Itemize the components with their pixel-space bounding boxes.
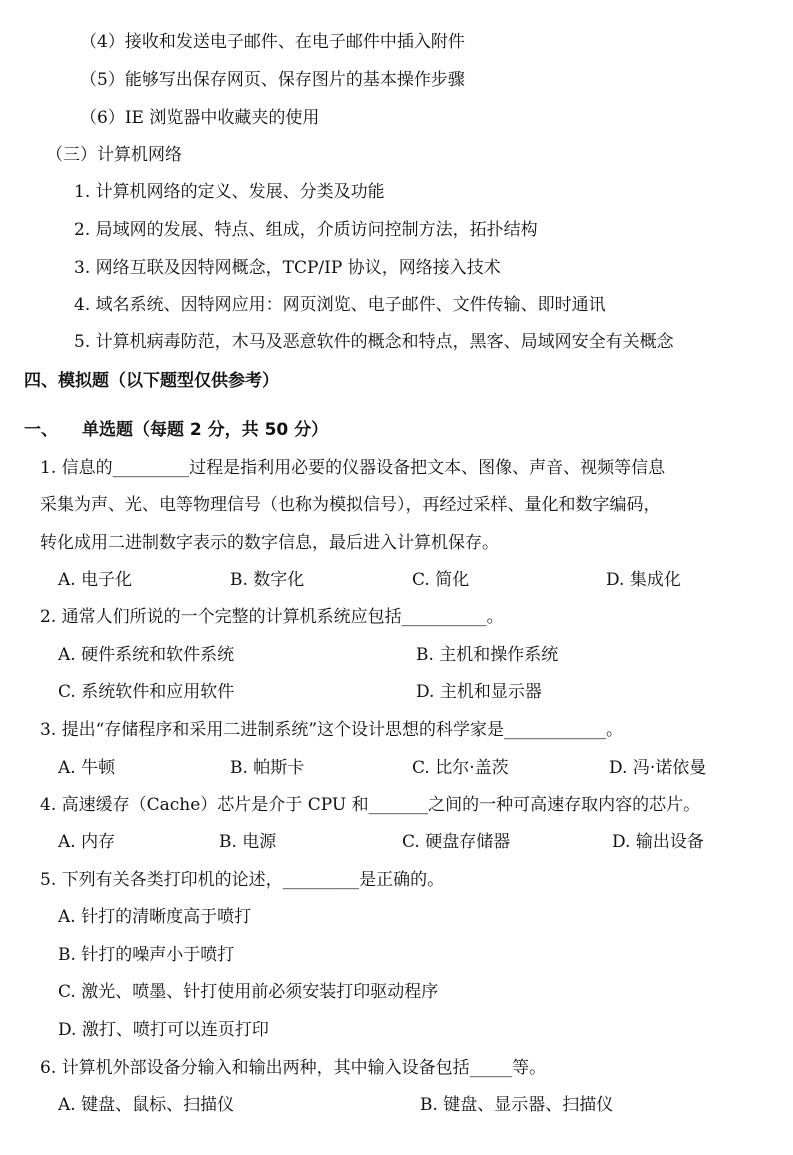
- q5-option-c: C. 激光、喷墨、针打使用前必须安装打印驱动程序: [58, 982, 439, 1002]
- network-item-4: 4. 域名系统、因特网应用：网页浏览、电子邮件、文件传输、即时通讯: [74, 295, 606, 315]
- mock-exam-title: 四、模拟题（以下题型仅供参考）: [24, 371, 279, 391]
- q1-option-d: D. 集成化: [606, 570, 681, 590]
- q6-option-a: A. 键盘、鼠标、扫描仪: [58, 1095, 235, 1115]
- q1-stem-line1: 1. 信息的_________过程是指利用必要的仪器设备把文本、图像、声音、视频等信息: [40, 458, 666, 478]
- q5-stem: 5. 下列有关各类打印机的论述，_________是正确的。: [40, 870, 445, 890]
- part1-number: 一、: [24, 420, 58, 440]
- syllabus-item-6: （6）IE 浏览器中收藏夹的使用: [80, 108, 320, 128]
- network-item-1: 1. 计算机网络的定义、发展、分类及功能: [74, 182, 385, 202]
- q3-option-a: A. 牛顿: [58, 758, 116, 778]
- q4-stem: 4. 高速缓存（Cache）芯片是介于 CPU 和_______之间的一种可高速存取内容的芯片。: [40, 795, 701, 815]
- q2-option-c: C. 系统软件和应用软件: [58, 682, 235, 702]
- network-item-2: 2. 局域网的发展、特点、组成，介质访问控制方法，拓扑结构: [74, 220, 538, 240]
- q3-option-d: D. 冯·诺依曼: [609, 758, 707, 778]
- q1-option-b: B. 数字化: [230, 570, 305, 590]
- q5-option-b: B. 针打的噪声小于喷打: [58, 945, 235, 965]
- q3-option-b: B. 帕斯卡: [230, 758, 305, 778]
- q1-stem-line3: 转化成用二进制数字表示的数字信息，最后进入计算机保存。: [40, 533, 499, 553]
- q1-stem-line2: 采集为声、光、电等物理信号（也称为模拟信号），再经过采样、量化和数字编码，: [40, 495, 661, 515]
- q2-option-a: A. 硬件系统和软件系统: [58, 645, 235, 665]
- section-title-network: （三）计算机网络: [46, 145, 182, 165]
- q3-option-c: C. 比尔·盖茨: [412, 758, 509, 778]
- syllabus-item-5: （5）能够写出保存网页、保存图片的基本操作步骤: [80, 70, 465, 90]
- q2-stem: 2. 通常人们所说的一个完整的计算机系统应包括__________。: [40, 607, 504, 627]
- q5-option-a: A. 针打的清晰度高于喷打: [58, 907, 252, 927]
- q4-option-d: D. 输出设备: [612, 832, 704, 852]
- q6-stem: 6. 计算机外部设备分输入和输出两种，其中输入设备包括_____等。: [40, 1058, 547, 1078]
- q1-option-c: C. 简化: [412, 570, 470, 590]
- q4-option-a: A. 内存: [58, 832, 116, 852]
- q3-stem: 3. 提出“存储程序和采用二进制系统”这个设计思想的科学家是____________。: [40, 720, 624, 740]
- part1-title: 单选题（每题 2 分，共 50 分）: [82, 420, 329, 440]
- network-item-5: 5. 计算机病毒防范，木马及恶意软件的概念和特点，黑客、局域网安全有关概念: [74, 332, 674, 352]
- q5-option-d: D. 激打、喷打可以连页打印: [58, 1020, 269, 1040]
- q1-option-a: A. 电子化: [58, 570, 133, 590]
- q4-option-b: B. 电源: [219, 832, 277, 852]
- q2-option-d: D. 主机和显示器: [416, 682, 542, 702]
- q2-option-b: B. 主机和操作系统: [416, 645, 559, 665]
- syllabus-item-4: （4）接收和发送电子邮件、在电子邮件中插入附件: [80, 32, 465, 52]
- q4-option-c: C. 硬盘存储器: [402, 832, 511, 852]
- network-item-3: 3. 网络互联及因特网概念，TCP/IP 协议，网络接入技术: [74, 258, 501, 278]
- q6-option-b: B. 键盘、显示器、扫描仪: [420, 1095, 614, 1115]
